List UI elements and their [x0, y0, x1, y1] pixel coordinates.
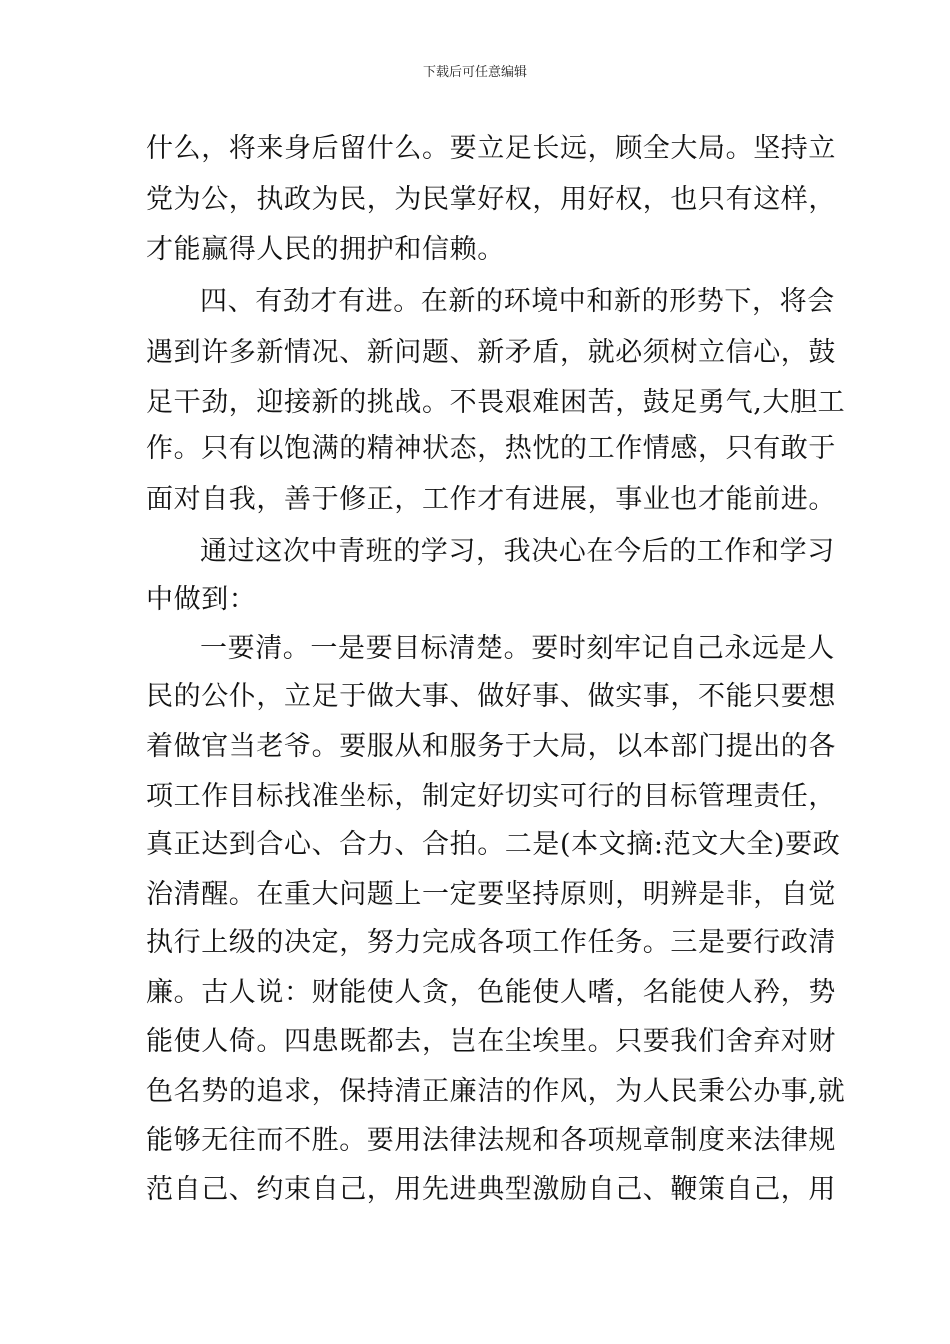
text-line: 中做到： — [146, 584, 257, 615]
text-line: 遇到许多新情况、新问题、新矛盾，就必须树立信心，鼓 — [146, 337, 836, 368]
paragraph-start-line: 通过这次中青班的学习，我决心在今后的工作和学习 — [200, 536, 835, 567]
text-line: 作。只有以饱满的精神状态，热忱的工作情感，只有敢于 — [146, 433, 836, 464]
text-line: 治清醒。在重大问题上一定要坚持原则，明辨是非，自觉 — [146, 879, 836, 910]
text-line: 真正达到合心、合力、合拍。二是(本文摘:范文大全)要政 — [146, 829, 841, 860]
text-line: 足干劲，迎接新的挑战。不畏艰难困苦，鼓足勇气,大胆工 — [146, 387, 846, 418]
text-line: 廉。古人说：财能使人贪，色能使人嗜，名能使人矜，势 — [146, 977, 836, 1008]
paragraph-start-line: 一要清。一是要目标清楚。要时刻牢记自己永远是人 — [200, 633, 835, 664]
text-line: 项工作目标找准坐标，制定好切实可行的目标管理责任， — [146, 781, 836, 812]
text-line: 着做官当老爷。要服从和服务于大局，以本部门提出的各 — [146, 731, 836, 762]
text-line: 执行上级的决定，努力完成各项工作任务。三是要行政清 — [146, 927, 836, 958]
text-line: 能够无往而不胜。要用法律法规和各项规章制度来法律规 — [146, 1125, 836, 1156]
text-line: 民的公仆，立足于做大事、做好事、做实事，不能只要想 — [146, 681, 836, 712]
text-line: 什么，将来身后留什么。要立足长远，顾全大局。坚持立 — [146, 133, 836, 164]
text-line: 才能赢得人民的拥护和信赖。 — [146, 234, 505, 265]
page-header-note: 下载后可任意编辑 — [422, 65, 527, 80]
text-line: 范自己、约束自己，用先进典型激励自己、鞭策自己，用 — [146, 1174, 836, 1205]
text-line: 能使人倚。四患既都去，岂在尘埃里。只要我们舍弃对财 — [146, 1026, 836, 1057]
text-line: 色名势的追求，保持清正廉洁的作风，为人民秉公办事,就 — [146, 1076, 846, 1107]
paragraph-start-line: 四、有劲才有进。在新的环境中和新的形势下，将会 — [200, 286, 835, 317]
text-line: 党为公，执政为民，为民掌好权，用好权，也只有这样， — [146, 184, 836, 215]
text-line: 面对自我，善于修正，工作才有进展，事业也才能前进。 — [146, 484, 836, 515]
